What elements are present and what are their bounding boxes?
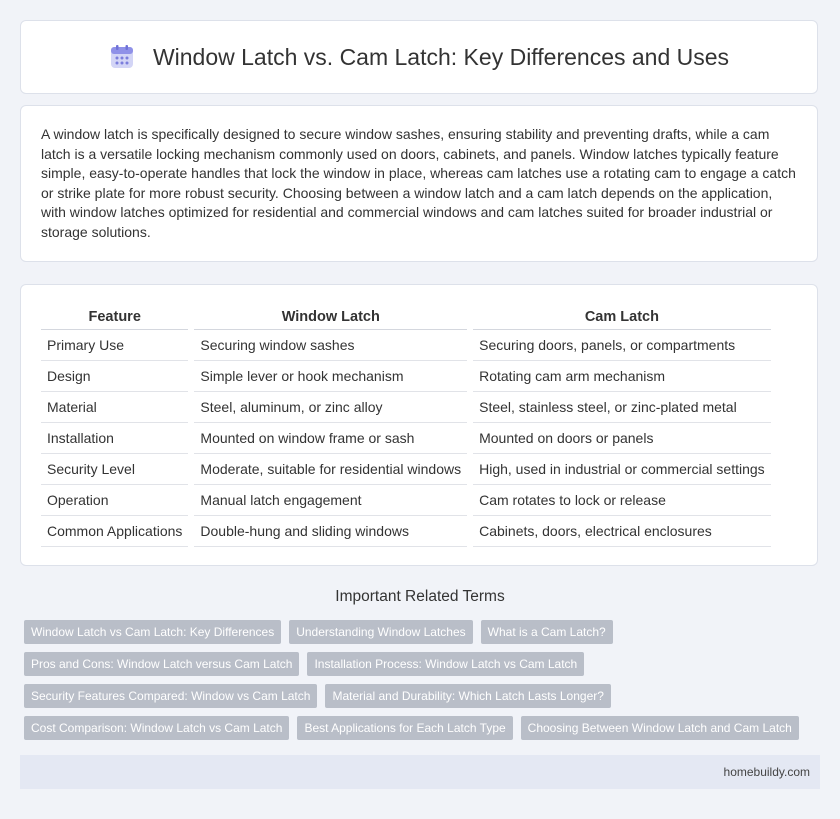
title-card xyxy=(20,20,818,94)
table-cell-feature: Design xyxy=(41,361,188,392)
column-header-cam-latch: Cam Latch xyxy=(473,305,771,330)
tag-row xyxy=(24,652,824,676)
table-row xyxy=(41,516,771,547)
comparison-table-card xyxy=(20,284,818,566)
table-row xyxy=(41,361,771,392)
related-term-tag[interactable]: Installation Process: Window Latch vs Cam Latch xyxy=(307,652,584,676)
table-header-row xyxy=(41,305,771,330)
table-cell-window-latch: Mounted on window frame or sash xyxy=(194,423,467,454)
table-cell-feature: Common Applications xyxy=(41,516,188,547)
table-cell-feature: Installation xyxy=(41,423,188,454)
table-cell-cam-latch: Mounted on doors or panels xyxy=(473,423,771,454)
intro-paragraph: A window latch is specifically designed to secure window sashes, ensuring stability and preventing drafts, while a cam latch is a versatile locking mechanism commonly used on doors, cabinets, and panels. Window latches typically feature simple, easy-to-operate handles that lock the window in place, whereas cam latches use a rotating cam to engage a catch or strike plate for more robust security. Choosing between a window latch and a cam latch depends on the application, with window latches optimized for residential and commercial windows and cam latches suited for broader industrial or storage solutions. xyxy=(41,126,796,240)
table-cell-feature: Security Level xyxy=(41,454,188,485)
table-cell-cam-latch: Cam rotates to lock or release xyxy=(473,485,771,516)
column-header-window-latch: Window Latch xyxy=(194,305,467,330)
table-row xyxy=(41,485,771,516)
related-terms-tags xyxy=(24,620,824,748)
comparison-table xyxy=(35,305,777,547)
related-term-tag[interactable]: Cost Comparison: Window Latch vs Cam Latch xyxy=(24,716,289,740)
footer xyxy=(20,755,820,789)
table-row xyxy=(41,423,771,454)
tag-row xyxy=(24,620,824,644)
table-cell-cam-latch: Cabinets, doors, electrical enclosures xyxy=(473,516,771,547)
table-cell-window-latch: Manual latch engagement xyxy=(194,485,467,516)
related-term-tag[interactable]: Material and Durability: Which Latch Lasts Longer? xyxy=(325,684,610,708)
table-cell-cam-latch: Securing doors, panels, or compartments xyxy=(473,330,771,361)
table-cell-cam-latch: High, used in industrial or commercial settings xyxy=(473,454,771,485)
table-cell-feature: Material xyxy=(41,392,188,423)
intro-card xyxy=(20,105,818,262)
related-term-tag[interactable]: Understanding Window Latches xyxy=(289,620,472,644)
column-header-feature: Feature xyxy=(41,305,188,330)
related-term-tag[interactable]: Security Features Compared: Window vs Cam Latch xyxy=(24,684,317,708)
table-cell-cam-latch: Steel, stainless steel, or zinc-plated metal xyxy=(473,392,771,423)
footer-site-link[interactable]: homebuildy.com xyxy=(723,765,810,779)
table-row xyxy=(41,330,771,361)
table-cell-window-latch: Securing window sashes xyxy=(194,330,467,361)
related-terms-heading: Important Related Terms xyxy=(335,588,505,605)
table-cell-window-latch: Steel, aluminum, or zinc alloy xyxy=(194,392,467,423)
calendar-icon xyxy=(109,44,135,70)
related-term-tag[interactable]: Choosing Between Window Latch and Cam Latch xyxy=(521,716,799,740)
related-term-tag[interactable]: Best Applications for Each Latch Type xyxy=(297,716,512,740)
table-cell-feature: Operation xyxy=(41,485,188,516)
table-cell-window-latch: Moderate, suitable for residential windows xyxy=(194,454,467,485)
title-wrap xyxy=(109,44,729,71)
table-cell-cam-latch: Rotating cam arm mechanism xyxy=(473,361,771,392)
table-row xyxy=(41,454,771,485)
table-cell-window-latch: Simple lever or hook mechanism xyxy=(194,361,467,392)
tag-row xyxy=(24,716,824,740)
tag-row xyxy=(24,684,824,708)
related-term-tag[interactable]: Pros and Cons: Window Latch versus Cam Latch xyxy=(24,652,299,676)
table-row xyxy=(41,392,771,423)
table-cell-feature: Primary Use xyxy=(41,330,188,361)
page-title: Window Latch vs. Cam Latch: Key Differences and Uses xyxy=(152,43,730,70)
table-cell-window-latch: Double-hung and sliding windows xyxy=(194,516,467,547)
related-term-tag[interactable]: What is a Cam Latch? xyxy=(481,620,613,644)
related-term-tag[interactable]: Window Latch vs Cam Latch: Key Differences xyxy=(24,620,281,644)
